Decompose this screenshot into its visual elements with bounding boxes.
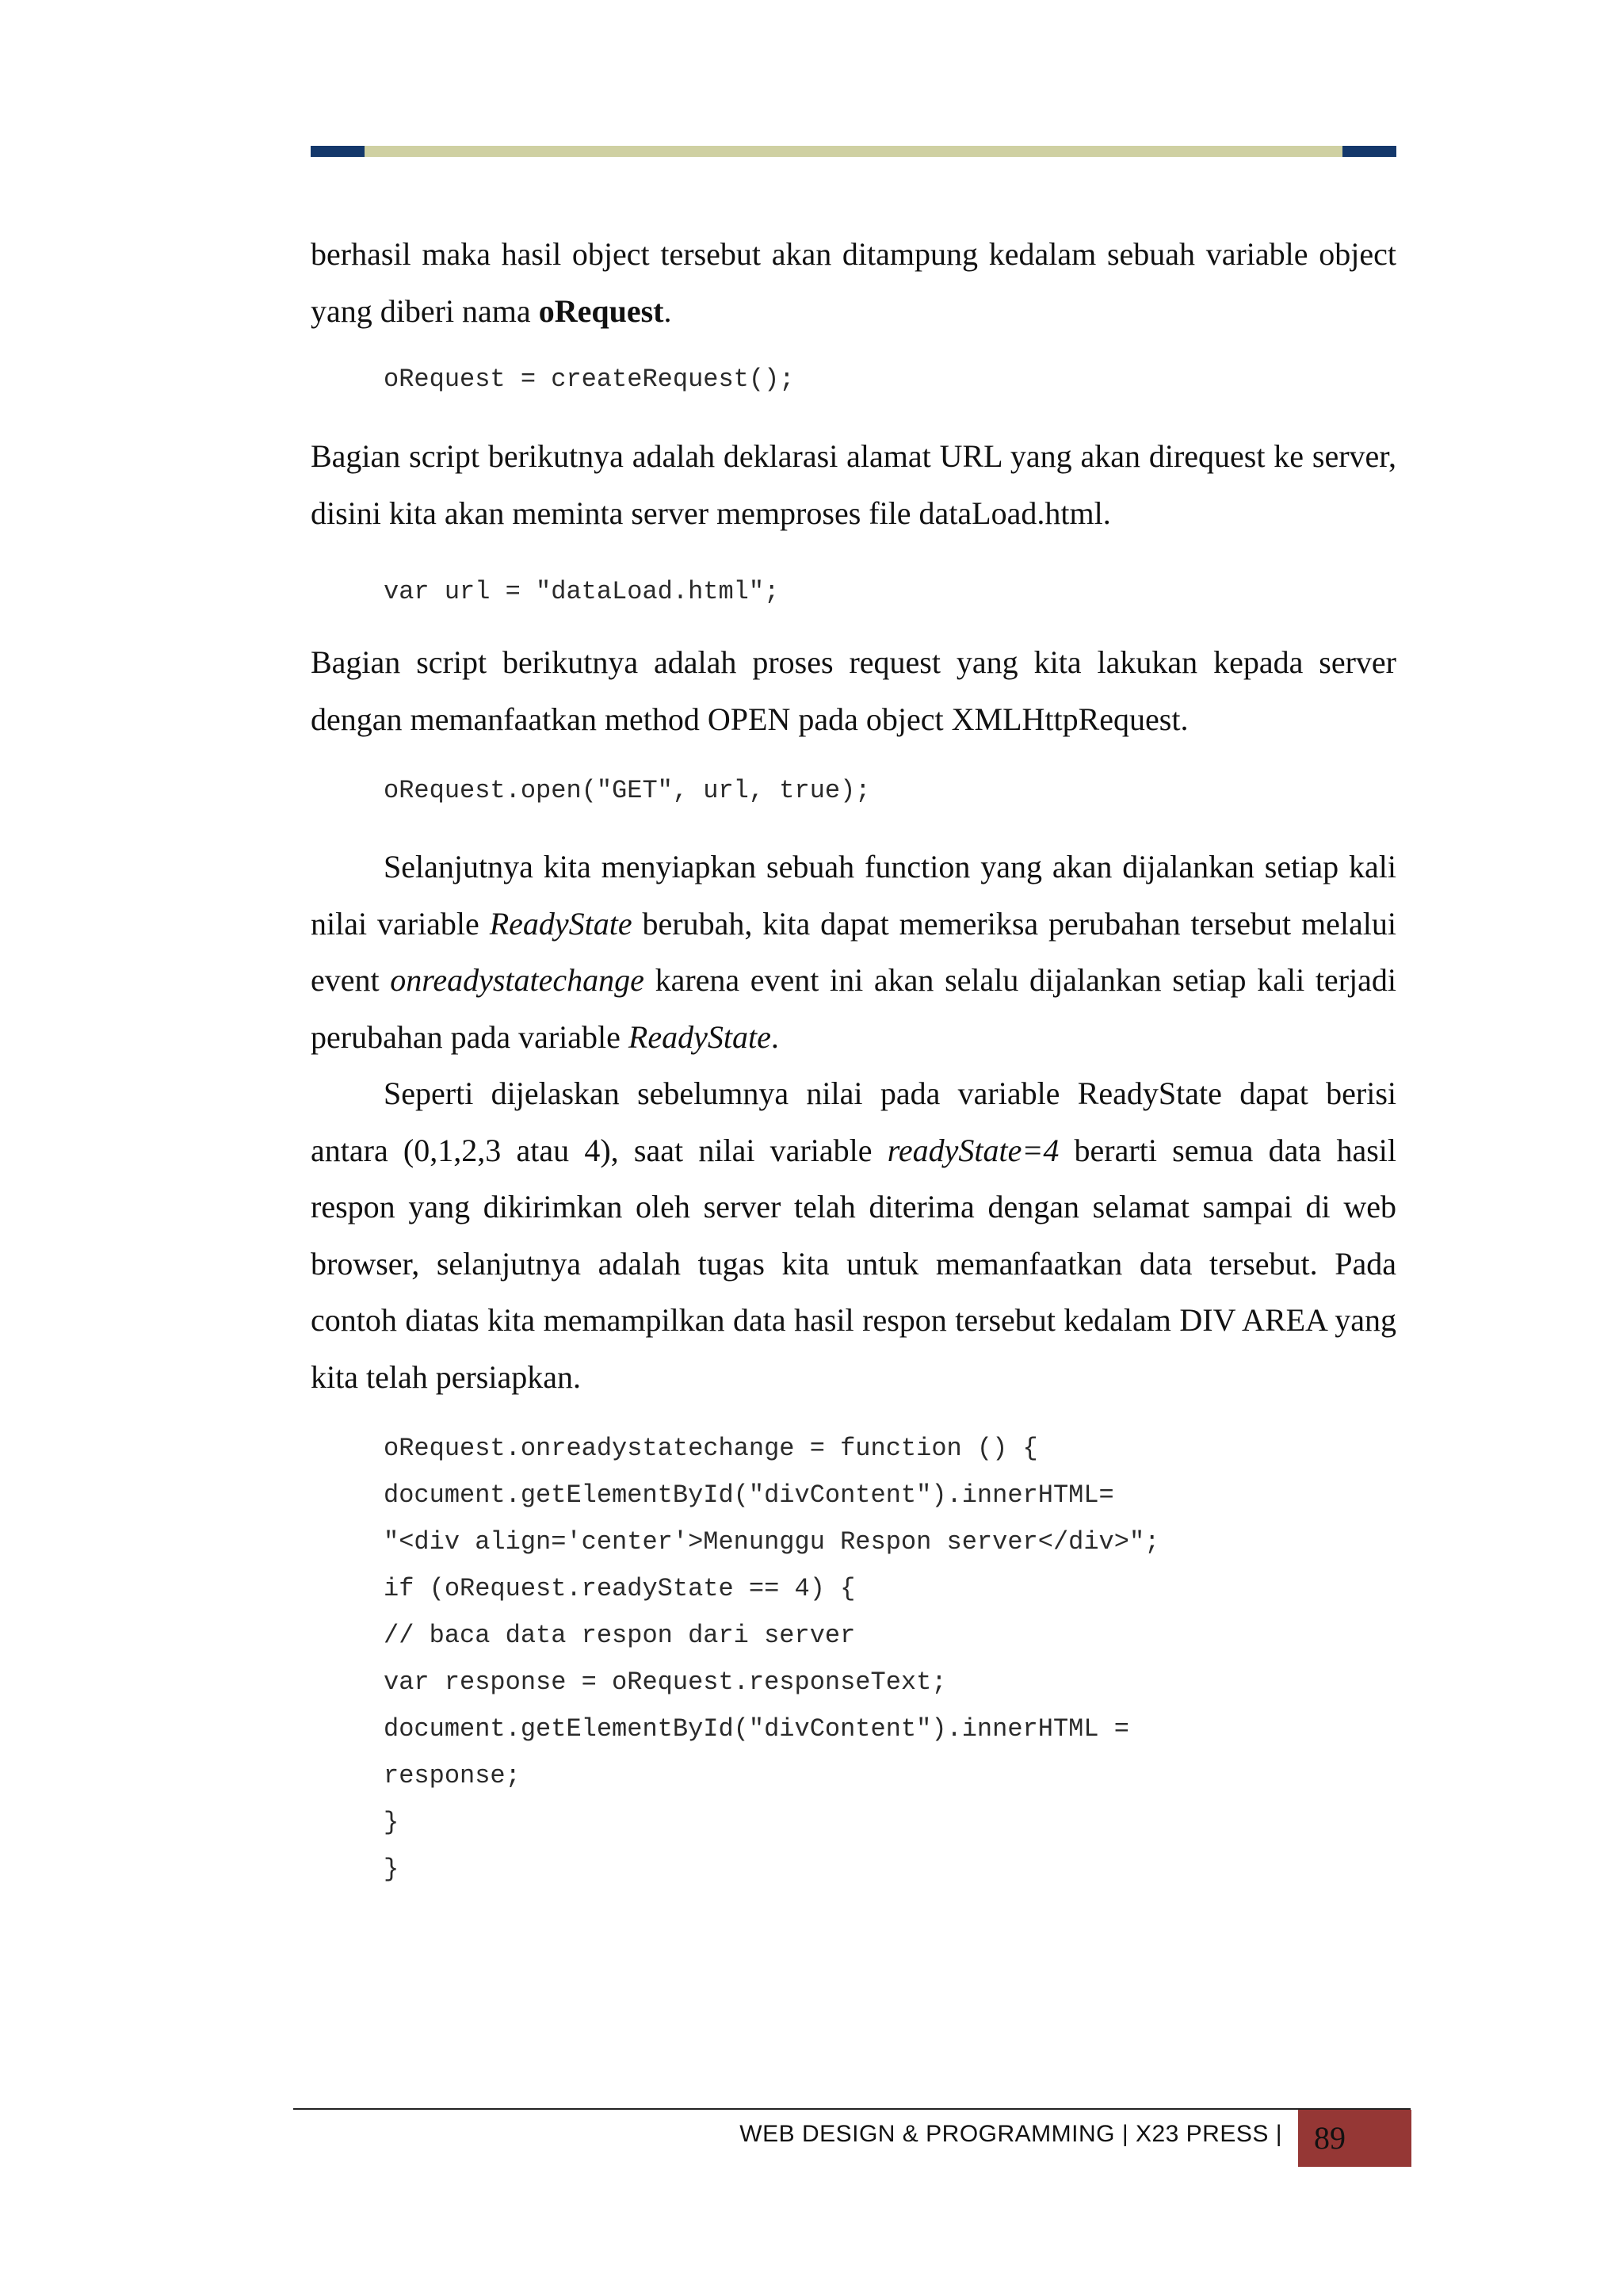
code-line: document.getElementById("divContent").innerHTML= <box>384 1480 1114 1510</box>
paragraph-1-bold-term: oRequest <box>538 292 664 329</box>
header-rule-right-cap <box>1342 146 1396 157</box>
code-line: oRequest = createRequest(); <box>384 365 795 394</box>
paragraph-4-italic: ReadyState <box>489 905 632 942</box>
paragraph-1-text: berhasil maka hasil object tersebut akan ditampung kedalam sebuah variable object yang diberi nama <box>311 236 1396 329</box>
code-line: var response = oRequest.responseText; <box>384 1668 947 1697</box>
paragraph-4-text: Selanjutnya kita menyiapkan sebuah function yang akan dijalankan setiap kali nilai variable <box>311 849 1396 942</box>
paragraph-4-italic: onreadystatechange <box>390 962 644 998</box>
code-line: // baca data respon dari server <box>384 1621 856 1650</box>
code-line: "<div align='center'>Menunggu Respon server</div>"; <box>384 1527 1160 1557</box>
paragraph-5 <box>311 1065 1396 1405</box>
header-rule-left-cap <box>311 146 365 157</box>
footer-title: WEB DESIGN & PROGRAMMING | X23 PRESS | <box>739 2121 1282 2147</box>
paragraph-4-text: berubah, kita dapat memeriksa perubahan tersebut melalui event <box>311 905 1396 998</box>
paragraph-2: Bagian script berikutnya adalah deklarasi alamat URL yang akan direquest ke server, disini kita akan meminta server memproses file dataLoad.html. <box>311 438 1396 531</box>
paragraph-3: Bagian script berikutnya adalah proses request yang kita lakukan kepada server dengan memanfaatkan method OPEN pada object XMLHttpRequest. <box>311 644 1396 737</box>
paragraph-1 <box>311 226 1396 339</box>
paragraph-4-text: . <box>770 1018 779 1055</box>
header-rule <box>311 146 1396 157</box>
code-line: } <box>384 1855 399 1884</box>
page-number-box <box>1298 2110 1411 2167</box>
code-snippet-1 <box>311 356 1396 403</box>
paragraph-5-italic: readyState=4 <box>887 1132 1060 1168</box>
paragraph-4-italic: ReadyState <box>628 1018 771 1055</box>
code-line: } <box>384 1808 399 1837</box>
code-line: oRequest.onreadystatechange = function () { <box>384 1434 1038 1463</box>
code-snippet-4 <box>311 1425 1396 1893</box>
page-body <box>311 226 1396 1893</box>
footer-rule <box>293 2108 1411 2110</box>
code-line: response; <box>384 1761 521 1790</box>
code-line: document.getElementById("divContent").innerHTML = <box>384 1714 1129 1744</box>
code-line: if (oRequest.readyState == 4) { <box>384 1574 856 1603</box>
code-line: oRequest.open("GET", url, true); <box>384 776 871 805</box>
paragraph-5-text: Seperti dijelaskan sebelumnya nilai pada variable ReadyState dapat berisi antara (0,1,2,3 atau 4), saat nilai variable <box>311 1075 1396 1168</box>
code-snippet-3 <box>311 767 1396 814</box>
code-line: var url = "dataLoad.html"; <box>384 577 780 606</box>
page-number: 89 <box>1314 2120 1346 2156</box>
paragraph-4-text: karena event ini akan selalu dijalankan setiap kali terjadi perubahan pada variable <box>311 962 1396 1055</box>
paragraph-4 <box>311 839 1396 1065</box>
paragraph-5-text: berarti semua data hasil respon yang dikirimkan oleh server telah diterima dengan selamat sampai di web browser, selanjutnya adalah tugas kita untuk memanfaatkan data tersebut. Pada contoh diatas kita memampilkan data hasil respon tersebut kedalam DIV AREA yang kita telah persiapkan. <box>311 1132 1397 1395</box>
code-snippet-2 <box>311 568 1396 615</box>
paragraph-1-end: . <box>663 292 672 329</box>
